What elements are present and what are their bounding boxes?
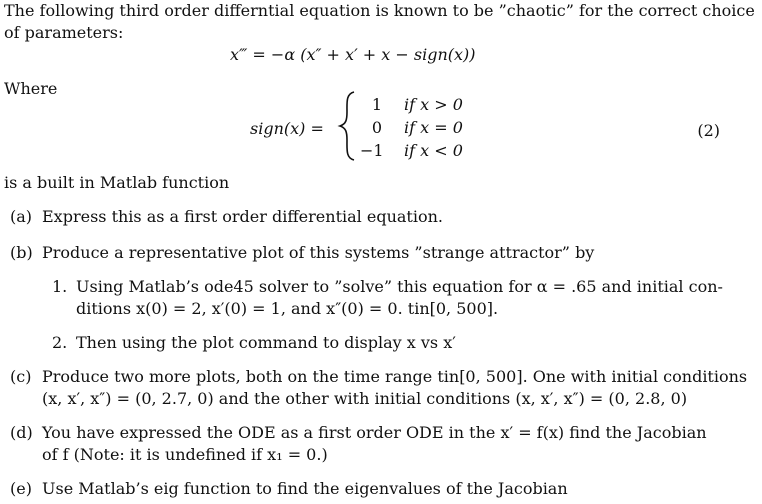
case-value: −1	[360, 141, 384, 160]
subitem-1	[52, 276, 723, 298]
subitem-text: Then using the plot command to display x vs x′	[76, 333, 456, 352]
left-brace-icon	[336, 90, 360, 162]
item-text: Produce a representative plot of this systems ”strange attractor” by	[42, 243, 595, 262]
subitem-2	[52, 332, 456, 354]
intro-line-1: The following third order differntial equation is known to be ”chaotic” for the correct choice	[4, 1, 755, 20]
item-label: (d)	[10, 423, 33, 442]
case-condition: if x = 0	[404, 118, 463, 137]
subitem-1-line-2: ditions x(0) = 2, x′(0) = 1, and x″(0) = 0. tin[0, 500].	[76, 299, 499, 318]
item-label: (e)	[10, 479, 32, 498]
item-label: (c)	[10, 367, 32, 386]
item-b	[10, 242, 594, 264]
item-text: Use Matlab’s eig function to find the eigenvalues of the Jacobian	[42, 479, 568, 498]
sign-lhs: sign(x) =	[250, 119, 324, 138]
sign-case-row	[360, 94, 463, 117]
main-equation: x‴ = −α (x″ + x′ + x − sign(x))	[230, 45, 476, 64]
item-text: You have expressed the ODE as a first order ODE in the x′ = f(x) find the Jacobian	[42, 423, 707, 442]
case-value: 0	[371, 118, 382, 137]
sign-case-row	[360, 140, 463, 163]
item-e	[10, 478, 568, 500]
subitem-label: 1.	[52, 277, 68, 296]
item-d	[10, 422, 707, 444]
item-label: (b)	[10, 243, 33, 262]
item-text: Produce two more plots, both on the time range tin[0, 500]. One with initial conditions	[42, 367, 748, 386]
item-label: (a)	[10, 207, 33, 226]
item-c	[10, 366, 747, 388]
item-d-line-2: of f (Note: it is undefined if x₁ = 0.)	[42, 445, 328, 464]
where-label: Where	[4, 79, 58, 98]
subitem-text: Using Matlab’s ode45 solver to ”solve” this equation for α = .65 and initial con-	[76, 277, 723, 296]
sign-cases	[360, 94, 463, 163]
equation-number: (2)	[697, 121, 720, 140]
case-condition: if x < 0	[404, 141, 463, 160]
subitem-label: 2.	[52, 333, 68, 352]
intro-line-2: of parameters:	[4, 23, 124, 42]
case-value: 1	[371, 95, 382, 114]
item-c-line-2: (x, x′, x″) = (0, 2.7, 0) and the other with initial conditions (x, x′, x″) = (0, 2.8, 0)	[42, 389, 688, 408]
case-condition: if x > 0	[404, 95, 463, 114]
item-a	[10, 206, 443, 228]
matlab-note: is a built in Matlab function	[4, 173, 230, 192]
sign-case-row	[360, 117, 463, 140]
item-text: Express this as a first order differential equation.	[42, 207, 443, 226]
